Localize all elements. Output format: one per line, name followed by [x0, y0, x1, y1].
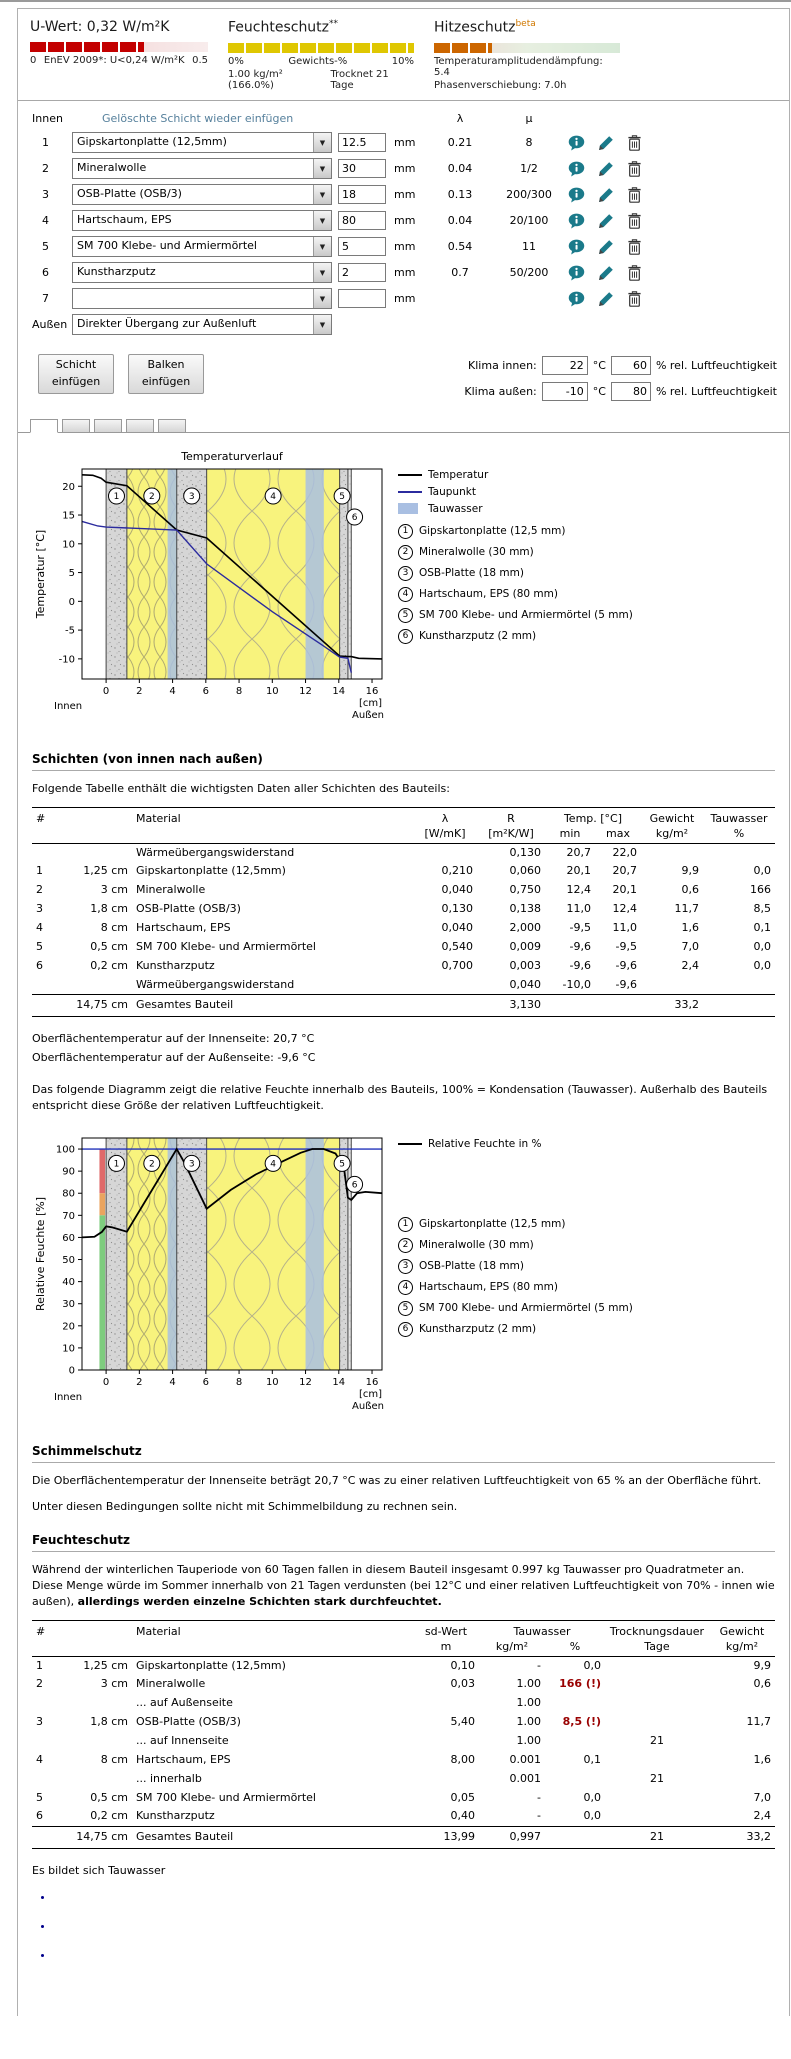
svg-text:70: 70 — [62, 1210, 75, 1222]
svg-text:Außen: Außen — [352, 709, 385, 721]
tab[interactable] — [158, 419, 186, 433]
hitzeschutz-damping: Temperaturamplitudendämpfung: 5.4 — [434, 55, 603, 78]
mu-header: µ — [525, 112, 533, 126]
hitzeschutz-phase: Phasenverschiebung: 7.0h — [434, 79, 567, 91]
chevron-down-icon: ▼ — [313, 185, 331, 204]
info-button[interactable] — [568, 187, 585, 203]
layer-row — [30, 260, 777, 286]
svg-text:40: 40 — [62, 1277, 75, 1289]
layer-editor — [30, 108, 777, 338]
material-legend-label: Hartschaum, EPS (80 mm) — [419, 588, 558, 601]
climate-inner-row: Klima innen: 22 °C 60 % rel. Luftfeuchtigkeit — [449, 356, 777, 375]
material-legend-label: OSB-Platte (18 mm) — [419, 1260, 524, 1273]
inner-temp-input[interactable] — [542, 356, 588, 375]
lambda-value: 0.04 — [447, 162, 473, 176]
hitzeschutz-title: Hitzeschutz$^{beta}$ — [434, 19, 536, 36]
u-wert-scale: 0 EnEV 2009*: U<0,24 W/m²K 0.5 — [30, 55, 208, 66]
edit-pencil-icon[interactable] — [598, 135, 614, 151]
thickness-input[interactable] — [338, 133, 386, 152]
layer-row — [30, 182, 777, 208]
legend-label: Relative Feuchte in % — [428, 1137, 542, 1150]
material-legend-entry — [398, 545, 633, 560]
svg-text:20: 20 — [62, 481, 75, 493]
svg-text:Temperatur [°C]: Temperatur [°C] — [34, 529, 47, 618]
outer-boundary-select[interactable]: Direkter Übergang zur Außenluft ▼ — [72, 314, 332, 335]
svg-text:4: 4 — [169, 685, 176, 697]
delete-trash-icon[interactable] — [627, 239, 642, 255]
svg-text:Innen: Innen — [54, 700, 83, 712]
feuchteschutz-detail: 1.00 kg/m² (166.0%) Trocknet 21 Tage — [228, 68, 389, 91]
unit-label: mm — [394, 214, 416, 228]
actions-climate-row — [30, 354, 777, 401]
layer-row — [30, 208, 777, 234]
legend-patch-swatch — [398, 503, 418, 514]
layer-row — [30, 156, 777, 182]
outer-label: Außen — [32, 318, 68, 332]
insert-layer-button[interactable]: Schicht einfügen — [38, 354, 114, 394]
layer-number-badge: 5 — [398, 1301, 413, 1316]
svg-text:2: 2 — [136, 1376, 143, 1388]
unit-label: mm — [394, 240, 416, 254]
svg-text:80: 80 — [62, 1188, 75, 1200]
legend-entry — [398, 1138, 633, 1150]
info-button[interactable] — [568, 265, 585, 281]
chevron-down-icon: ▼ — [313, 263, 331, 282]
mu-value: 50/200 — [509, 266, 549, 280]
schichten-intro: Folgende Tabelle enthält die wichtigsten Daten aller Schichten des Bauteils: — [32, 781, 450, 795]
layer-number: 6 — [42, 266, 49, 280]
svg-text:6: 6 — [351, 1180, 358, 1191]
legend-label: Tauwasser — [428, 502, 483, 515]
table-row: 4 8 cm Hartschaum, EPS 0,040 2,000 -9,5 11,0 1,6 0,1 — [36, 920, 771, 934]
svg-text:Außen: Außen — [352, 1400, 385, 1412]
lambda-value: 0.13 — [447, 188, 473, 202]
svg-text:6: 6 — [351, 512, 358, 523]
table-row: ... auf Außenseite 1.00 — [136, 1696, 541, 1710]
delete-trash-icon[interactable] — [627, 291, 642, 307]
table-row: 3 1,8 cm OSB-Platte (OSB/3) 0,130 0,138 11,0 12,4 11,7 8,5 — [36, 902, 771, 916]
schimmelschutz-text-2: Unter diesen Bedingungen sollte nicht mit Schimmelbildung zu rechnen sein. — [32, 1499, 458, 1513]
layer-number: 2 — [42, 162, 49, 176]
svg-text:1: 1 — [113, 491, 120, 502]
thickness-input[interactable] — [338, 237, 386, 256]
svg-text:14: 14 — [332, 1376, 346, 1388]
material-legend-entry — [398, 629, 633, 644]
svg-text:12: 12 — [299, 1376, 312, 1388]
layer-number-badge: 4 — [398, 1280, 413, 1295]
tauwasser-bullet — [54, 1947, 775, 1963]
svg-text:0: 0 — [68, 596, 75, 608]
svg-text:12: 12 — [299, 685, 312, 697]
legend-entry — [398, 503, 633, 515]
material-legend-label: Gipskartonplatte (12,5 mm) — [419, 525, 566, 538]
edit-pencil-icon[interactable] — [598, 187, 614, 203]
material-legend-entry — [398, 1217, 633, 1232]
edit-pencil-icon[interactable] — [598, 239, 614, 255]
svg-text:2: 2 — [148, 491, 155, 502]
feuchteschutz-summary — [228, 19, 414, 91]
material-legend-label: OSB-Platte (18 mm) — [419, 567, 524, 580]
info-button[interactable] — [568, 161, 585, 177]
legend-label: Temperatur — [428, 468, 489, 481]
legend-entry — [398, 469, 633, 481]
layer-rows — [30, 130, 777, 312]
table-row: 5 0,5 cm SM 700 Klebe- und Armiermörtel 0,05 - 0,0 7,0 — [36, 1790, 771, 1804]
svg-text:0: 0 — [102, 685, 110, 697]
layer-row — [30, 234, 777, 260]
svg-text:[cm]: [cm] — [358, 1388, 383, 1400]
temperature-chart-block — [32, 447, 775, 734]
material-legend-entry — [398, 1259, 633, 1274]
lambda-value: 0.54 — [447, 240, 473, 254]
schichten-heading: Schichten (von innen nach außen) — [32, 750, 775, 771]
table-row: ... innerhalb 0.001 21 — [136, 1771, 664, 1785]
svg-text:4: 4 — [169, 1376, 176, 1388]
mu-value: 11 — [522, 240, 536, 254]
inner-humidity-input[interactable] — [611, 356, 651, 375]
delete-trash-icon[interactable] — [627, 265, 642, 281]
svg-text:2: 2 — [136, 685, 143, 697]
lambda-value: 0.21 — [447, 136, 473, 150]
humidity-chart — [32, 1124, 394, 1426]
material-legend-entry — [398, 608, 633, 623]
svg-text:3: 3 — [188, 1159, 195, 1170]
material-legend-entry — [398, 587, 633, 602]
material-legend-label: Mineralwolle (30 mm) — [419, 1239, 534, 1252]
feuchteschutz-text: Während der winterlichen Tauperiode von 60 Tagen fallen in diesem Bauteil insgesamt 0.997 kg Tauwasser pro Quadratmeter an. Diese Menge würde im Sommer innerhalb von 21 Tagen verdunsten (bei 12°C und einer relativen Luftfeuchtigkeit von 70% - innen wie außen), allerdings werden einzelne Schichten stark durchfeuchtet. — [32, 1562, 775, 1608]
tab-bar — [30, 419, 777, 432]
delete-trash-icon[interactable] — [627, 213, 642, 229]
material-legend-entry — [398, 1280, 633, 1295]
svg-text:2: 2 — [148, 1159, 155, 1170]
tauwasser-bullet-list — [36, 1889, 775, 1963]
legend-line-swatch — [398, 474, 422, 476]
svg-text:Temperaturverlauf: Temperaturverlauf — [181, 449, 283, 463]
lambda-header: λ — [456, 112, 464, 126]
thickness-input[interactable] — [338, 263, 386, 282]
climate-outer-label: Klima außen: — [464, 384, 537, 398]
chevron-down-icon: ▼ — [313, 237, 331, 256]
temperature-chart — [32, 447, 394, 734]
svg-text:5: 5 — [339, 1159, 345, 1170]
thickness-input[interactable] — [338, 185, 386, 204]
thickness-input[interactable] — [338, 211, 386, 230]
info-button[interactable] — [568, 239, 585, 255]
material-select[interactable]: SM 700 Klebe- und Armiermörtel ▼ — [72, 236, 332, 257]
table-row: Wärmeübergangswiderstand 0,130 20,7 22,0 — [136, 845, 637, 859]
humidity-chart-legend — [398, 1138, 633, 1343]
tab-panel — [18, 432, 789, 1986]
thickness-input[interactable] — [338, 289, 386, 308]
climate-inner-label: Klima innen: — [468, 358, 537, 372]
table-row: 5 0,5 cm SM 700 Klebe- und Armiermörtel 0,540 0,009 -9,6 -9,5 7,0 0,0 — [36, 939, 771, 953]
unit-label: mm — [394, 266, 416, 280]
mu-value: 1/2 — [520, 162, 538, 176]
material-legend-label: Kunstharzputz (2 mm) — [419, 1323, 537, 1336]
feuchteschutz-title: Feuchteschutz** — [228, 19, 339, 36]
svg-text:1: 1 — [113, 1159, 120, 1170]
svg-text:16: 16 — [365, 685, 379, 697]
material-legend-label: Gipskartonplatte (12,5 mm) — [419, 1218, 566, 1231]
svg-text:90: 90 — [62, 1166, 75, 1178]
tab[interactable] — [126, 419, 154, 433]
layer-row — [30, 286, 777, 312]
schimmelschutz-text-1: Die Oberflächentemperatur der Innenseite beträgt 20,7 °C was zu einer relativen Luftfeuchtigkeit von 65 % an der Oberfläche führt. — [32, 1473, 762, 1487]
edit-pencil-icon[interactable] — [598, 291, 614, 307]
table-row: Wärmeübergangswiderstand 0,040 -10,0 -9,6 — [136, 977, 637, 991]
svg-text:10: 10 — [62, 538, 75, 550]
humidity-diagram-intro: Das folgende Diagramm zeigt die relative Feuchte innerhalb des Bauteils, 100% = Kondensation (Tauwasser). Außerhalb des Bauteils entspricht diese Größe der relativen Luftfeuchtigkeit. — [32, 1083, 768, 1112]
unit-label: mm — [394, 136, 416, 150]
svg-text:0: 0 — [102, 1376, 110, 1388]
top-divider — [0, 0, 791, 2]
svg-text:10: 10 — [62, 1343, 75, 1355]
mu-value: 8 — [525, 136, 533, 150]
material-select[interactable]: Kunstharzputz ▼ — [72, 262, 332, 283]
mu-value: 20/100 — [509, 214, 549, 228]
chevron-down-icon: ▼ — [313, 211, 331, 230]
feuchteschutz-warning: allerdings werden einzelne Schichten stark durchfeuchtet. — [77, 1594, 442, 1608]
layer-number-badge: 4 — [398, 587, 413, 602]
table-row: 2 3 cm Mineralwolle 0,040 0,750 12,4 20,1 0,6 166 — [36, 883, 771, 897]
material-legend-entry — [398, 1322, 633, 1337]
page-container — [17, 8, 790, 2016]
table-row: 2 3 cm Mineralwolle 0,03 1.00 166 (!) 0,6 — [36, 1677, 771, 1691]
layer-number-badge: 5 — [398, 608, 413, 623]
layer-number: 3 — [42, 188, 49, 202]
info-button[interactable] — [568, 291, 585, 307]
material-legend-entry — [398, 1301, 633, 1316]
table-row: ... auf Innenseite 1.00 21 — [136, 1734, 664, 1747]
material-legend-label: SM 700 Klebe- und Armiermörtel (5 mm) — [419, 609, 633, 622]
chevron-down-icon: ▼ — [313, 289, 331, 308]
svg-text:8: 8 — [235, 1376, 243, 1388]
tauwasser-note: Es bildet sich Tauwasser — [32, 1864, 166, 1878]
header-separator — [18, 100, 789, 101]
layers-data-table: # Material λ R Temp. [°C] Gewicht Tauwasser [W/mK] [m²K/W] min max kg/m² % Wärmeübergangswiderstand 0,130 20,7 22,0 1 1,25 cm Gipskartonplatte (12,5mm) 0,210 0,060 20,1 20,7 9,9 0,0 2 3 cm Mineralwolle 0,040 0,750 12,4 20,1 0,6 166 3 1,8 cm OSB-Platte (OSB/3) 0,130 0,138 11,0 12,4 11,7 8,5 4 8 cm Hartschaum, EPS 0,040 2,000 -9,5 11,0 1,6 0,1 5 0,5 cm SM 700 Klebe- und Armiermörtel 0,540 0,009 -9,6 -9,5 7,0 0,0 6 0,2 cm Kunstharzputz 0,700 0,003 -9,6 -9,6 2,4 0,0 Wärmeübergangswiderstand 0,040 -10,0 -9,6 14,75 cm Gesamtes Bauteil 3,130 33,2 — [32, 807, 775, 1018]
material-select[interactable] — [72, 288, 332, 309]
svg-text:4: 4 — [270, 1159, 277, 1170]
inner-label: Innen — [32, 112, 63, 126]
tab[interactable] — [62, 419, 90, 433]
material-select[interactable]: Hartschaum, EPS ▼ — [72, 210, 332, 231]
legend-entry — [398, 486, 633, 498]
layer-number-badge: 2 — [398, 1238, 413, 1253]
legend-label: Taupunkt — [428, 485, 476, 498]
tauwasser-bullet — [54, 1889, 775, 1905]
material-legend-entry — [398, 1238, 633, 1253]
layer-number-badge: 6 — [398, 629, 413, 644]
feuchteschutz-scale: 0% Gewichts-% 10% — [228, 55, 414, 67]
table-row: 4 8 cm Hartschaum, EPS 8,00 0.001 0,1 1,6 — [36, 1752, 771, 1766]
svg-text:6: 6 — [202, 685, 210, 697]
svg-text:20: 20 — [62, 1321, 75, 1333]
tab[interactable] — [94, 419, 122, 433]
layer-row — [30, 130, 777, 156]
lambda-value: 0.7 — [451, 266, 469, 280]
summary-header — [30, 19, 777, 91]
material-select[interactable]: Gipskartonplatte (12,5mm) ▼ — [72, 132, 332, 153]
edit-pencil-icon[interactable] — [598, 265, 614, 281]
svg-text:[cm]: [cm] — [358, 697, 383, 709]
svg-text:10: 10 — [265, 1376, 279, 1388]
unit-label: mm — [394, 292, 416, 306]
material-legend-label: Mineralwolle (30 mm) — [419, 546, 534, 559]
layer-number-badge: 2 — [398, 545, 413, 560]
layer-number-badge: 1 — [398, 1217, 413, 1232]
chevron-down-icon: ▼ — [313, 315, 331, 334]
climate-outer-row: Klima außen: -10 °C 80 % rel. Luftfeuchtigkeit — [449, 382, 777, 401]
svg-text:6: 6 — [202, 1376, 210, 1388]
edit-pencil-icon[interactable] — [598, 213, 614, 229]
svg-text:Relative Feuchte [%]: Relative Feuchte [%] — [34, 1196, 47, 1311]
restore-layer-link[interactable]: Gelöschte Schicht wieder einfügen — [102, 112, 294, 126]
table-row: 3 1,8 cm OSB-Platte (OSB/3) 5,40 1.00 8,5 (!) 11,7 — [36, 1715, 771, 1729]
material-select[interactable]: Mineralwolle ▼ — [72, 158, 332, 179]
layer-number: 5 — [42, 240, 49, 254]
u-wert-summary — [30, 19, 208, 66]
svg-text:30: 30 — [62, 1299, 75, 1311]
info-button[interactable] — [568, 213, 585, 229]
table-row: 6 0,2 cm Kunstharzputz 0,700 0,003 -9,6 -9,6 2,4 0,0 — [36, 958, 771, 972]
delete-trash-icon[interactable] — [627, 161, 642, 177]
delete-trash-icon[interactable] — [627, 135, 642, 151]
unit-label: mm — [394, 188, 416, 202]
material-legend-label: Kunstharzputz (2 mm) — [419, 630, 537, 643]
svg-text:Innen: Innen — [54, 1391, 83, 1403]
humidity-chart-block — [32, 1124, 775, 1426]
feuchteschutz-heading: Feuchteschutz — [32, 1531, 775, 1552]
table-row: 14,75 cm Gesamtes Bauteil 3,130 33,2 — [32, 995, 775, 1017]
svg-text:60: 60 — [62, 1232, 75, 1244]
outer-humidity-input[interactable] — [611, 382, 651, 401]
delete-trash-icon[interactable] — [627, 187, 642, 203]
svg-text:4: 4 — [270, 491, 277, 502]
unit-label: mm — [394, 162, 416, 176]
legend-line-swatch — [398, 491, 422, 493]
svg-text:-5: -5 — [65, 625, 75, 637]
svg-text:0: 0 — [68, 1365, 75, 1377]
thickness-input[interactable] — [338, 159, 386, 178]
u-wert-title: U-Wert: 0,32 W/m²K — [30, 19, 170, 35]
info-button[interactable] — [568, 135, 585, 151]
table-row: 14,75 cm Gesamtes Bauteil 13,99 0,997 21 33,2 — [32, 1827, 775, 1849]
svg-text:15: 15 — [62, 510, 75, 522]
svg-text:-10: -10 — [58, 654, 75, 666]
svg-text:16: 16 — [365, 1376, 379, 1388]
hitzeschutz-summary — [434, 19, 620, 91]
material-legend-entry — [398, 524, 633, 539]
mu-value: 200/300 — [506, 188, 552, 202]
layer-number-badge: 3 — [398, 1259, 413, 1274]
layer-editor-header — [30, 108, 777, 130]
layer-number: 7 — [42, 292, 49, 306]
lambda-value: 0.04 — [447, 214, 473, 228]
material-legend-label: SM 700 Klebe- und Armiermörtel (5 mm) — [419, 1302, 633, 1315]
outer-temp-input[interactable] — [542, 382, 588, 401]
svg-text:8: 8 — [235, 685, 243, 697]
feuchteschutz-bar — [228, 43, 414, 53]
schimmelschutz-heading: Schimmelschutz — [32, 1442, 775, 1463]
svg-text:10: 10 — [265, 685, 279, 697]
layer-number-badge: 6 — [398, 1322, 413, 1337]
insert-beam-button[interactable]: Balken einfügen — [128, 354, 204, 394]
svg-text:100: 100 — [55, 1144, 75, 1156]
temperature-chart-legend — [398, 469, 633, 650]
svg-text:5: 5 — [68, 567, 75, 579]
layer-number: 4 — [42, 214, 49, 228]
tab[interactable] — [30, 419, 58, 433]
table-row: 6 0,2 cm Kunstharzputz 0,40 - 0,0 2,4 — [36, 1809, 771, 1823]
material-select[interactable]: OSB-Platte (OSB/3) ▼ — [72, 184, 332, 205]
svg-text:3: 3 — [188, 491, 195, 502]
material-legend-label: Hartschaum, EPS (80 mm) — [419, 1281, 558, 1294]
surface-temp-inner: Oberflächentemperatur auf der Innenseite: 20,7 °C — [32, 1032, 315, 1046]
tauwasser-bullet — [54, 1918, 775, 1934]
chevron-down-icon: ▼ — [313, 159, 331, 178]
layer-number-badge: 1 — [398, 524, 413, 539]
surface-temp-outer: Oberflächentemperatur auf der Außenseite: -9,6 °C — [32, 1051, 316, 1065]
layer-number-badge: 3 — [398, 566, 413, 581]
table-row: 1 1,25 cm Gipskartonplatte (12,5mm) 0,10 - 0,0 9,9 — [36, 1658, 771, 1672]
u-wert-bar — [30, 42, 208, 52]
climate-settings — [449, 356, 777, 401]
svg-text:14: 14 — [332, 685, 346, 697]
legend-line-swatch — [398, 1143, 422, 1145]
hitzeschutz-bar — [434, 43, 620, 53]
svg-text:50: 50 — [62, 1254, 75, 1266]
svg-text:5: 5 — [339, 491, 345, 502]
table-row: 1 1,25 cm Gipskartonplatte (12,5mm) 0,210 0,060 20,1 20,7 9,9 0,0 — [36, 864, 771, 878]
material-legend-entry — [398, 566, 633, 581]
outer-boundary-row — [30, 312, 777, 338]
moisture-data-table: # Material sd-Wert Tauwasser Trocknungsdauer Gewicht m kg/m² % Tage kg/m² 1 1,25 cm Gipskartonplatte (12,5mm) 0,10 - 0,0 9,9 2 3 cm Mineralwolle 0,03 1.00 166 (!) 0,6 ... auf Außenseite 1.00 3 1,8 cm OSB-Platte (OSB/3) 5,40 1.00 8,5 (!) 11,7 ... auf Innenseite 1.00 21 4 8 cm Hartschaum, EPS 8,00 0.001 0,1 1,6 ... innerhalb 0.001 21 5 0,5 cm SM 700 Klebe- und Armiermörtel 0,05 - 0,0 7,0 6 0,2 cm Kunstharzputz 0,40 - 0,0 2,4 14,75 cm Gesamtes Bauteil 13,99 0,997 21 33,2 — [32, 1620, 775, 1849]
layer-number: 1 — [42, 136, 49, 150]
chevron-down-icon: ▼ — [313, 133, 331, 152]
edit-pencil-icon[interactable] — [598, 161, 614, 177]
